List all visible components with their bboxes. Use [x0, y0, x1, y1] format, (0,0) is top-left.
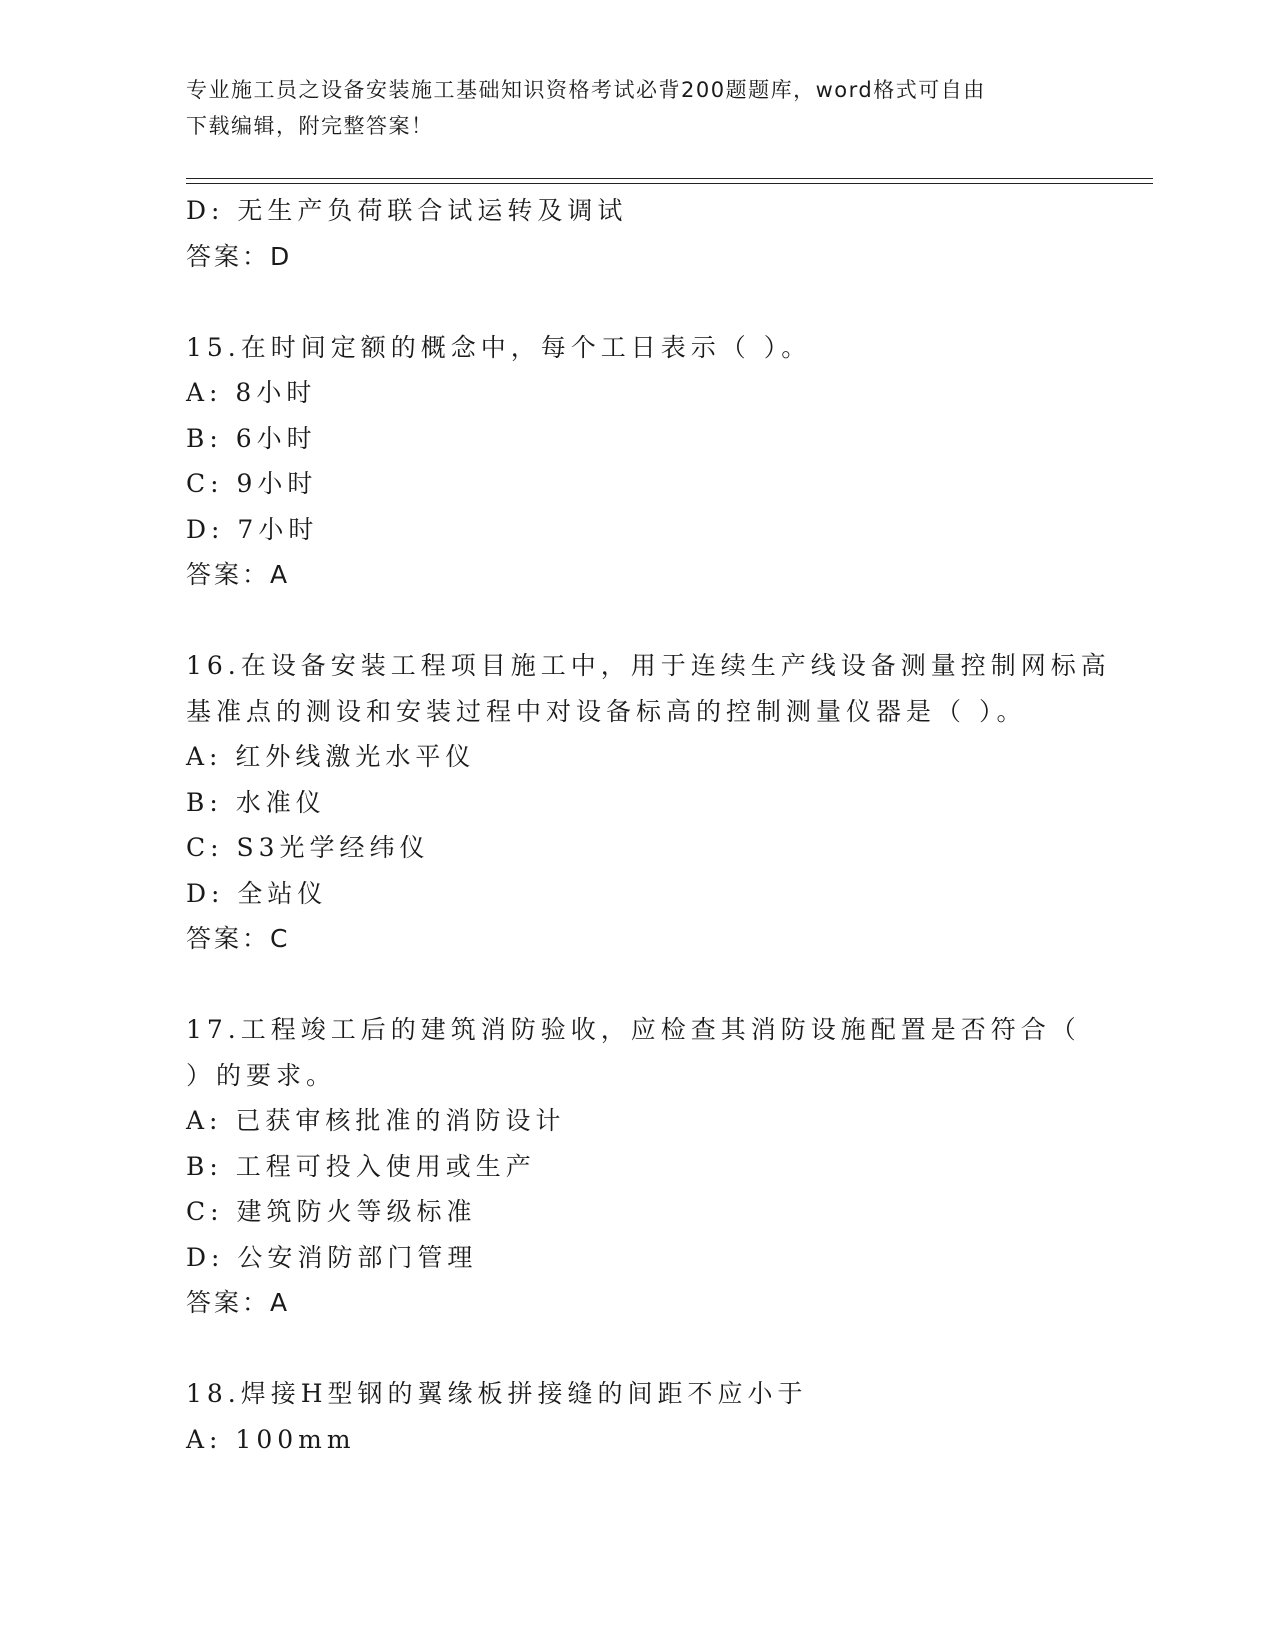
question-16 — [186, 643, 1111, 962]
header-divider-bottom — [186, 183, 1153, 184]
spacer — [186, 962, 1086, 1008]
question-list — [186, 188, 1111, 1462]
option-b: B: 工程可投入使用或生产 — [186, 1151, 536, 1181]
question-stem: 15.在时间定额的概念中，每个工日表示（ ）。 — [186, 332, 812, 362]
option-d: D: 7小时 — [186, 514, 319, 544]
answer: 答案：A — [186, 1288, 291, 1317]
answer: 答案：C — [186, 924, 291, 953]
answer: 答案：A — [186, 560, 291, 589]
option-c: C: S3光学经纬仪 — [186, 833, 430, 862]
header-divider-top — [186, 178, 1153, 179]
option-b: B: 6小时 — [186, 423, 317, 453]
header-line-2: 下载编辑，附完整答案！ — [186, 114, 434, 138]
question-stem: 18.焊接H型钢的翼缘板拼接缝的间距不应小于 — [186, 1379, 808, 1408]
option-a: A: 100mm — [186, 1424, 356, 1454]
option-a: A: 已获审核批准的消防设计 — [186, 1106, 566, 1135]
spacer — [186, 279, 1086, 325]
option-a: A: 红外线激光水平仪 — [186, 742, 476, 771]
option-c: C: 建筑防火等级标准 — [186, 1197, 477, 1226]
spacer — [186, 598, 1086, 644]
question-stem-line-2: 基准点的测设和安装过程中对设备标高的控制测量仪器是（ ）。 — [186, 696, 1027, 726]
header-line-1: 专业施工员之设备安装施工基础知识资格考试必背200题题库，word格式可自由 — [186, 78, 986, 102]
option-d: D: 公安消防部门管理 — [186, 1242, 478, 1272]
option-a: A: 8小时 — [186, 378, 317, 407]
question-stem-line-2: ）的要求。 — [186, 1060, 337, 1090]
option-b: B: 水准仪 — [186, 787, 326, 817]
question-18 — [186, 1371, 1086, 1462]
prev-answer: 答案：D — [186, 241, 293, 271]
question-stem-line-1: 17.工程竣工后的建筑消防验收，应检查其消防设施配置是否符合（ — [186, 1015, 1081, 1044]
question-stem-line-1: 16.在设备安装工程项目施工中，用于连续生产线设备测量控制网标高 — [186, 651, 1111, 680]
prev-option-d: D: 无生产负荷联合试运转及调试 — [186, 196, 628, 225]
option-c: C: 9小时 — [186, 469, 318, 498]
document-header — [186, 72, 1066, 144]
spacer — [186, 1326, 1086, 1372]
question-15 — [186, 325, 1086, 598]
option-d: D: 全站仪 — [186, 878, 328, 908]
question-17 — [186, 1007, 1086, 1326]
